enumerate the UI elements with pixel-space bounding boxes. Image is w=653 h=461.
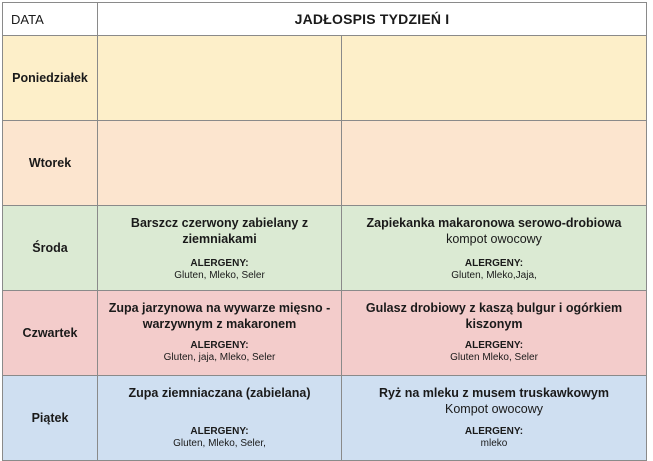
allergens-list: Gluten, Mleko, Seler, [173, 438, 266, 449]
allergens-list: mleko [480, 438, 508, 449]
meal-cell-soup [98, 121, 342, 206]
dish-name: Barszcz czerwony zabielany z ziemniakami [130, 216, 309, 246]
meal-cell-soup [98, 291, 342, 376]
side-dish: kompot owocowy [446, 232, 542, 246]
meal-cell-main [342, 121, 647, 206]
day-row-tuesday [3, 121, 647, 206]
day-label: Piątek [3, 376, 98, 461]
meal-cell-soup [98, 376, 342, 461]
allergens-label: ALERGENY: [190, 258, 249, 269]
meal-cell-main [342, 206, 647, 291]
day-label: Czwartek [3, 291, 98, 376]
meal-cell-soup [98, 36, 342, 121]
meal-cell-main [342, 36, 647, 121]
allergens-label: ALERGENY: [464, 258, 524, 269]
allergens-block [98, 258, 341, 282]
day-row-monday [3, 36, 647, 121]
meal-cell-main [342, 376, 647, 461]
header-row [3, 3, 647, 36]
day-row-wednesday [3, 206, 647, 291]
menu-title: JADŁOSPIS TYDZIEŃ I [98, 3, 647, 36]
allergens-block [342, 426, 646, 450]
dish-name: Zupa ziemniaczana (zabielana) [128, 386, 311, 400]
allergens-list: Gluten, Mleko,Jaja, [451, 270, 537, 281]
dish-name: Zupa jarzynowa na wywarze mięsno - warzywnym z makaronem [108, 301, 331, 331]
allergens-label: ALERGENY: [464, 340, 524, 351]
dish-name: Gulasz drobiowy z kaszą bulgur i ogórkiem kiszonym [365, 301, 623, 331]
weekly-menu-table [2, 2, 647, 461]
day-label: Wtorek [3, 121, 98, 206]
allergens-list: Gluten, Mleko, Seler [174, 270, 265, 281]
allergens-list: Gluten Mleko, Seler [450, 352, 538, 363]
meal-cell-soup [98, 206, 342, 291]
day-row-thursday [3, 291, 647, 376]
allergens-label: ALERGENY: [190, 340, 249, 351]
side-dish: Kompot owocowy [445, 402, 543, 416]
allergens-block [98, 340, 341, 364]
day-label: Środa [3, 206, 98, 291]
date-column-header: DATA [3, 3, 98, 36]
allergens-list: Gluten, jaja, Mleko, Seler [163, 352, 276, 363]
allergens-block [98, 426, 341, 450]
allergens-block [342, 340, 646, 364]
meal-cell-main [342, 291, 647, 376]
dish-name: Ryż na mleku z musem truskawkowym [379, 386, 609, 400]
allergens-label: ALERGENY: [464, 426, 524, 437]
allergens-block [342, 258, 646, 282]
allergens-label: ALERGENY: [190, 426, 249, 437]
day-label: Poniedziałek [3, 36, 98, 121]
dish-name: Zapiekanka makaronowa serowo-drobiowa [366, 216, 622, 230]
day-row-friday [3, 376, 647, 461]
